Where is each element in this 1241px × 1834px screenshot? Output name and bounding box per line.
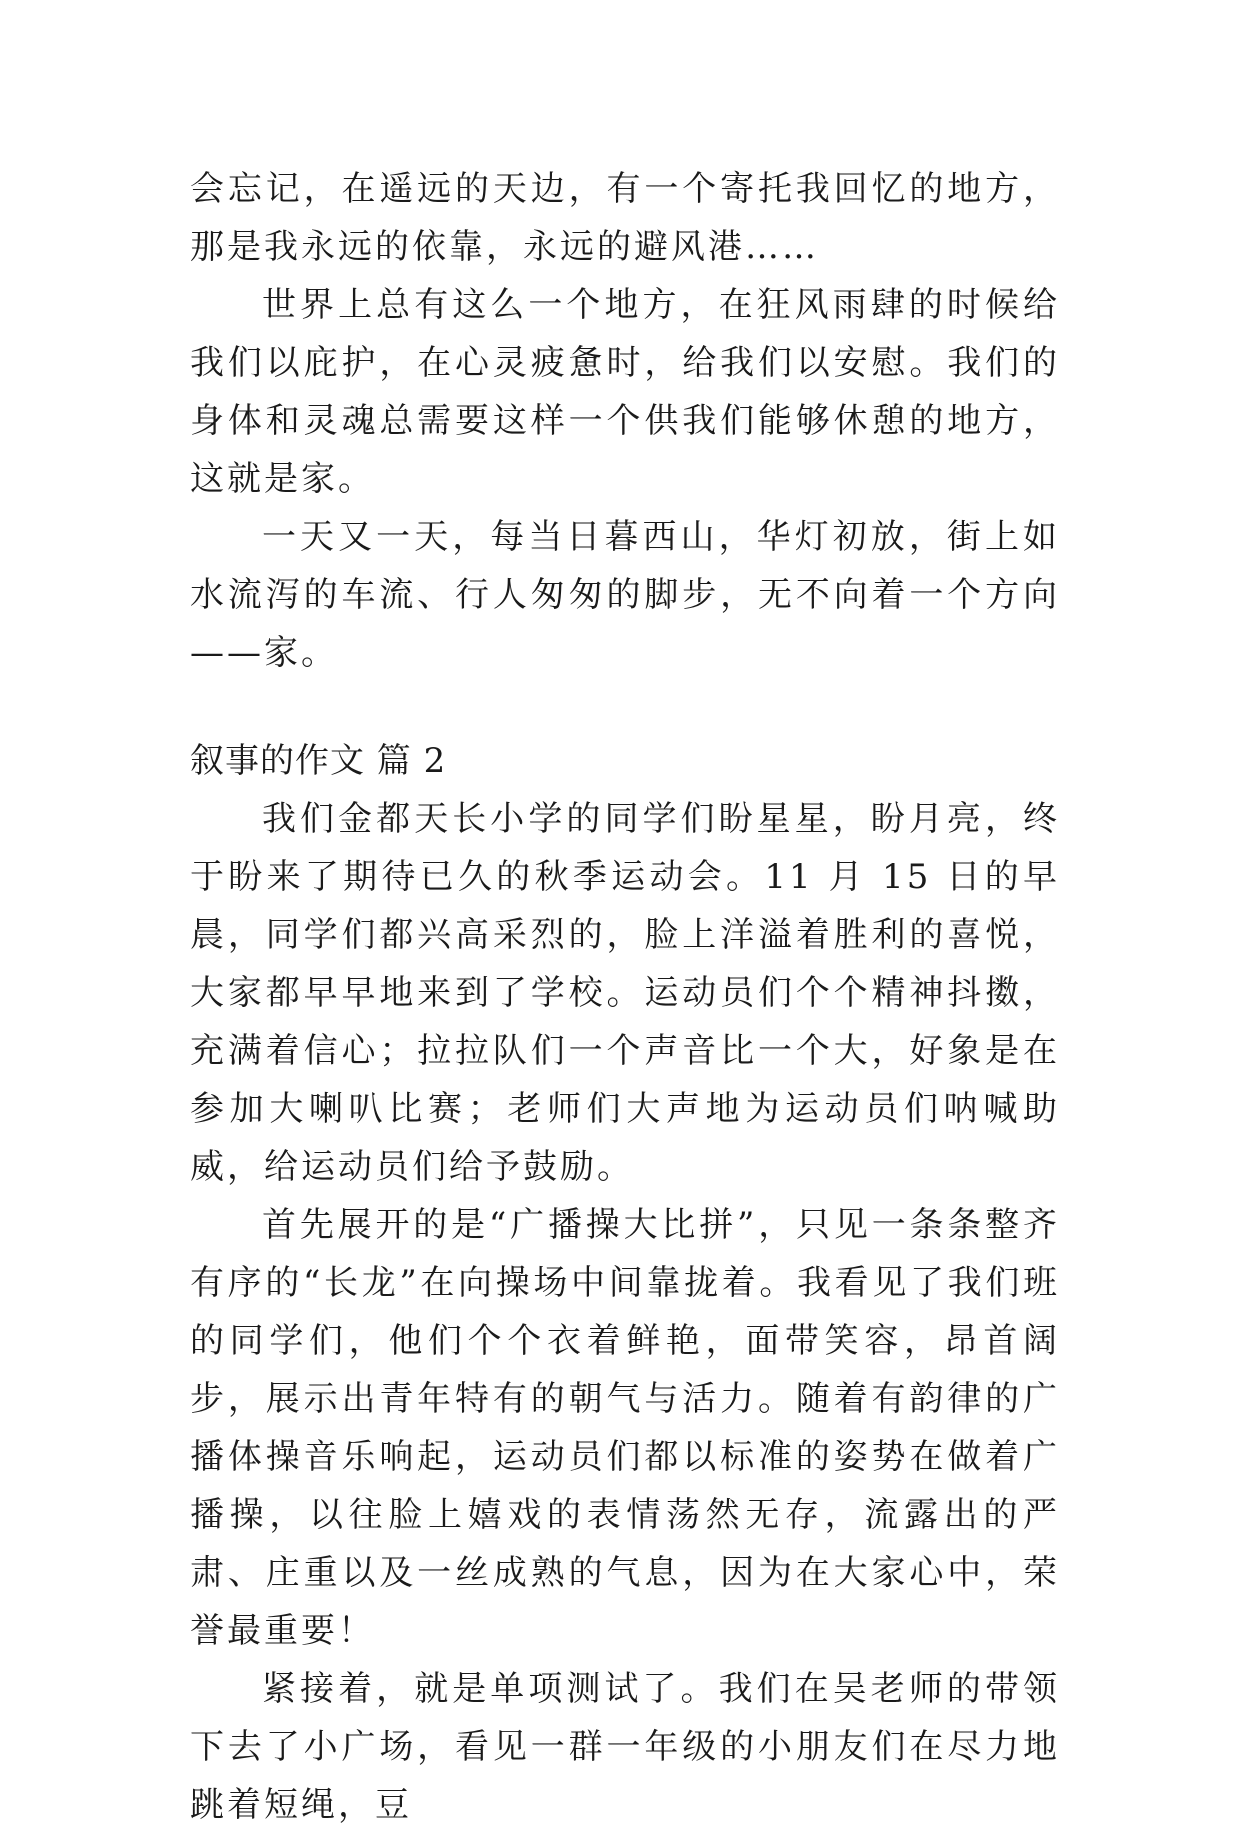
document-body [190,160,1060,1834]
section-title: 叙事的作文 篇 2 [190,741,447,781]
paragraph-broadcast-exercise: 首先展开的是“广播操大比拼”，只见一条条整齐有序的“长龙”在向操场中间靠拢着。我看见了我们班的同学们，他们个个衣着鲜艳，面带笑容，昂首阔步，展示出青年特有的朝气与活力。随着有韵律的广播体操音乐响起，运动员们都以标准的姿势在做着广播操，以往脸上嬉戏的表情荡然无存，流露出的严肃、庄重以及一丝成熟的气息，因为在大家心中，荣誉最重要！ [190,1205,1060,1651]
paragraph-continued: 会忘记，在遥远的天边，有一个寄托我回忆的地方，那是我永远的依靠，永远的避风港…… [190,169,1060,267]
paragraph-single-event: 紧接着，就是单项测试了。我们在吴老师的带领下去了小广场，看见一群一年级的小朋友们在尽力地跳着短绳，豆 [190,1669,1060,1825]
paragraph-home: 一天又一天，每当日暮西山，华灯初放，街上如水流泻的车流、行人匆匆的脚步，无不向着一个方向——家。 [190,517,1060,673]
paragraph-sports-meet: 我们金都天长小学的同学们盼星星，盼月亮，终于盼来了期待已久的秋季运动会。11 月 15 日的早晨，同学们都兴高采烈的，脸上洋溢着胜利的喜悦，大家都早早地来到了学校。运动员们个个精神抖擞，充满着信心；拉拉队们一个声音比一个大，好象是在参加大喇叭比赛；老师们大声地为运动员们呐喊助威，给运动员们给予鼓励。 [190,799,1060,1187]
paragraph-shelter: 世界上总有这么一个地方，在狂风雨肆的时候给我们以庇护，在心灵疲惫时，给我们以安慰。我们的身体和灵魂总需要这样一个供我们能够休憩的地方，这就是家。 [190,285,1060,499]
